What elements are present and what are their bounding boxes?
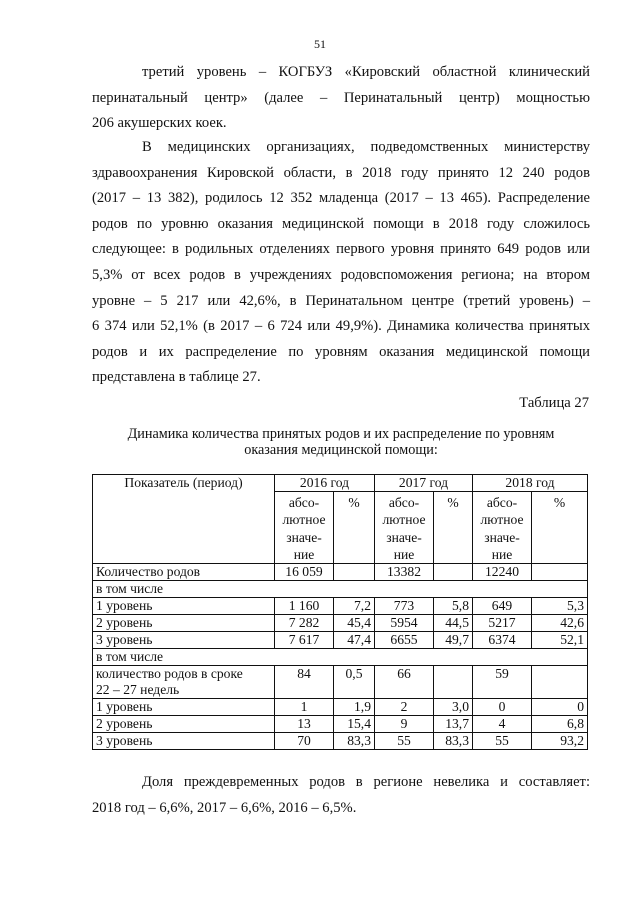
row-label: в том числе bbox=[93, 649, 588, 666]
cell: 1 bbox=[275, 699, 334, 716]
cell bbox=[434, 564, 473, 581]
row-label: в том числе bbox=[93, 581, 588, 598]
cell: 0 bbox=[473, 699, 532, 716]
paragraph-2 bbox=[92, 135, 590, 391]
paragraph-4 bbox=[92, 770, 590, 821]
paragraph-line: следующее: в родильных отделениях первого уровня принято 649 родов или bbox=[92, 241, 590, 258]
cell: 5,3 bbox=[532, 598, 588, 615]
cell: 649 bbox=[473, 598, 532, 615]
caption-line: оказания медицинской помощи: bbox=[244, 442, 438, 458]
cell: 93,2 bbox=[532, 733, 588, 750]
cell: 70 bbox=[275, 733, 334, 750]
paragraph-line: представлена в таблице 27. bbox=[92, 369, 261, 386]
header-abs-line: лютное bbox=[282, 512, 326, 528]
cell: 83,3 bbox=[434, 733, 473, 750]
cell: 13 bbox=[275, 716, 334, 733]
row-label: Количество родов bbox=[93, 564, 275, 581]
paragraph-line: 206 акушерских коек. bbox=[92, 115, 227, 132]
cell: 16 059 bbox=[275, 564, 334, 581]
cell: 5217 bbox=[473, 615, 532, 632]
cell bbox=[532, 564, 588, 581]
paragraph-line: третий уровень – КОГБУЗ «Кировский областной клинический bbox=[142, 64, 590, 80]
table-row bbox=[93, 666, 588, 699]
cell: 1 160 bbox=[275, 598, 334, 615]
cell: 0,5 bbox=[334, 666, 375, 699]
row-label: 1 уровень bbox=[93, 598, 275, 615]
header-abs bbox=[375, 492, 434, 564]
header-abs-line: абсо- bbox=[388, 495, 420, 510]
cell: 7 617 bbox=[275, 632, 334, 649]
row-label bbox=[93, 666, 275, 699]
cell bbox=[334, 564, 375, 581]
header-abs-line: ние bbox=[491, 546, 513, 562]
cell: 42,6 bbox=[532, 615, 588, 632]
cell bbox=[532, 666, 588, 699]
header-year: 2016 год bbox=[275, 475, 375, 492]
cell: 7 282 bbox=[275, 615, 334, 632]
header-abs-line: ние bbox=[393, 546, 415, 562]
paragraph-line: (2017 – 13 382), родилось 12 352 младенца (2017 – 13 465). Распределение bbox=[92, 190, 590, 207]
table-row bbox=[93, 716, 588, 733]
cell: 6655 bbox=[375, 632, 434, 649]
header-abs-line: абсо- bbox=[486, 495, 518, 510]
cell: 55 bbox=[473, 733, 532, 750]
row-label: 3 уровень bbox=[93, 733, 275, 750]
cell: 6374 bbox=[473, 632, 532, 649]
header-pct: % bbox=[334, 492, 375, 564]
header-abs-line: лютное bbox=[382, 512, 426, 528]
cell bbox=[434, 666, 473, 699]
cell: 4 bbox=[473, 716, 532, 733]
row-label-line: 22 – 27 недель bbox=[96, 682, 180, 698]
paragraph-line: Доля преждевременных родов в регионе невелика и составляет: bbox=[142, 774, 590, 790]
table-row bbox=[93, 598, 588, 615]
cell: 45,4 bbox=[334, 615, 375, 632]
cell: 5,8 bbox=[434, 598, 473, 615]
caption-line: Динамика количества принятых родов и их распределение по уровням bbox=[127, 426, 555, 442]
cell: 59 bbox=[473, 666, 532, 699]
cell: 6,8 bbox=[532, 716, 588, 733]
table-label: Таблица 27 bbox=[519, 395, 589, 411]
cell: 773 bbox=[375, 598, 434, 615]
table-caption bbox=[92, 426, 590, 458]
paragraph-line: уровне – 5 217 или 42,6%, в Перинатальном центре (третий уровень) – bbox=[92, 292, 590, 309]
paragraph-1 bbox=[92, 60, 590, 137]
header-abs-line: лютное bbox=[480, 512, 524, 528]
header-pct: % bbox=[532, 492, 588, 564]
cell: 55 bbox=[375, 733, 434, 750]
row-label: 3 уровень bbox=[93, 632, 275, 649]
paragraph-line: 2018 год – 6,6%, 2017 – 6,6%, 2016 – 6,5%. bbox=[92, 799, 357, 816]
cell: 13382 bbox=[375, 564, 434, 581]
header-year: 2017 год bbox=[375, 475, 473, 492]
header-abs-line: значе- bbox=[286, 529, 322, 545]
cell: 52,1 bbox=[532, 632, 588, 649]
paragraph-line: родов по уровню оказания медицинской помощи в 2018 году сложилось bbox=[92, 215, 590, 232]
paragraph-line: родов и их распределение по уровням оказания медицинской помощи bbox=[92, 343, 590, 360]
row-label: 1 уровень bbox=[93, 699, 275, 716]
cell: 13,7 bbox=[434, 716, 473, 733]
table-row bbox=[93, 581, 588, 598]
header-abs-line: ние bbox=[293, 546, 315, 562]
header-pct: % bbox=[434, 492, 473, 564]
paragraph-line: 5,3% от всех родов в учреждениях родовспоможения региона; на втором bbox=[92, 266, 590, 283]
cell: 3,0 bbox=[434, 699, 473, 716]
table-row bbox=[93, 632, 588, 649]
cell: 7,2 bbox=[334, 598, 375, 615]
cell: 83,3 bbox=[334, 733, 375, 750]
cell: 0 bbox=[532, 699, 588, 716]
paragraph-line: перинатальный центр» (далее – Перинатальный центр) мощностью bbox=[92, 89, 590, 106]
header-abs-line: значе- bbox=[386, 529, 422, 545]
paragraph-line: 6 374 или 52,1% (в 2017 – 6 724 или 49,9%). Динамика количества принятых bbox=[92, 318, 590, 335]
data-table bbox=[92, 474, 588, 750]
row-label-line: количество родов в сроке bbox=[96, 666, 243, 682]
table-row bbox=[93, 615, 588, 632]
cell: 1,9 bbox=[334, 699, 375, 716]
table-row bbox=[93, 699, 588, 716]
table-row bbox=[93, 564, 588, 581]
cell: 2 bbox=[375, 699, 434, 716]
cell: 9 bbox=[375, 716, 434, 733]
cell: 47,4 bbox=[334, 632, 375, 649]
header-abs bbox=[275, 492, 334, 564]
header-year: 2018 год bbox=[473, 475, 588, 492]
header-abs-line: абсо- bbox=[288, 495, 320, 510]
paragraph-line: В медицинских организациях, подведомственных министерству bbox=[142, 139, 590, 155]
paragraph-line: здравоохранения Кировской области, в 2018 году принято 12 240 родов bbox=[92, 164, 590, 181]
header-abs bbox=[473, 492, 532, 564]
table-row bbox=[93, 733, 588, 750]
row-label: 2 уровень bbox=[93, 615, 275, 632]
cell: 44,5 bbox=[434, 615, 473, 632]
cell: 49,7 bbox=[434, 632, 473, 649]
cell: 15,4 bbox=[334, 716, 375, 733]
row-label: 2 уровень bbox=[93, 716, 275, 733]
cell: 5954 bbox=[375, 615, 434, 632]
cell: 84 bbox=[275, 666, 334, 699]
header-abs-line: значе- bbox=[484, 529, 520, 545]
table-row bbox=[93, 649, 588, 666]
cell: 12240 bbox=[473, 564, 532, 581]
cell: 66 bbox=[375, 666, 434, 699]
header-indicator: Показатель (период) bbox=[93, 475, 275, 564]
page-number: 51 bbox=[314, 37, 326, 51]
